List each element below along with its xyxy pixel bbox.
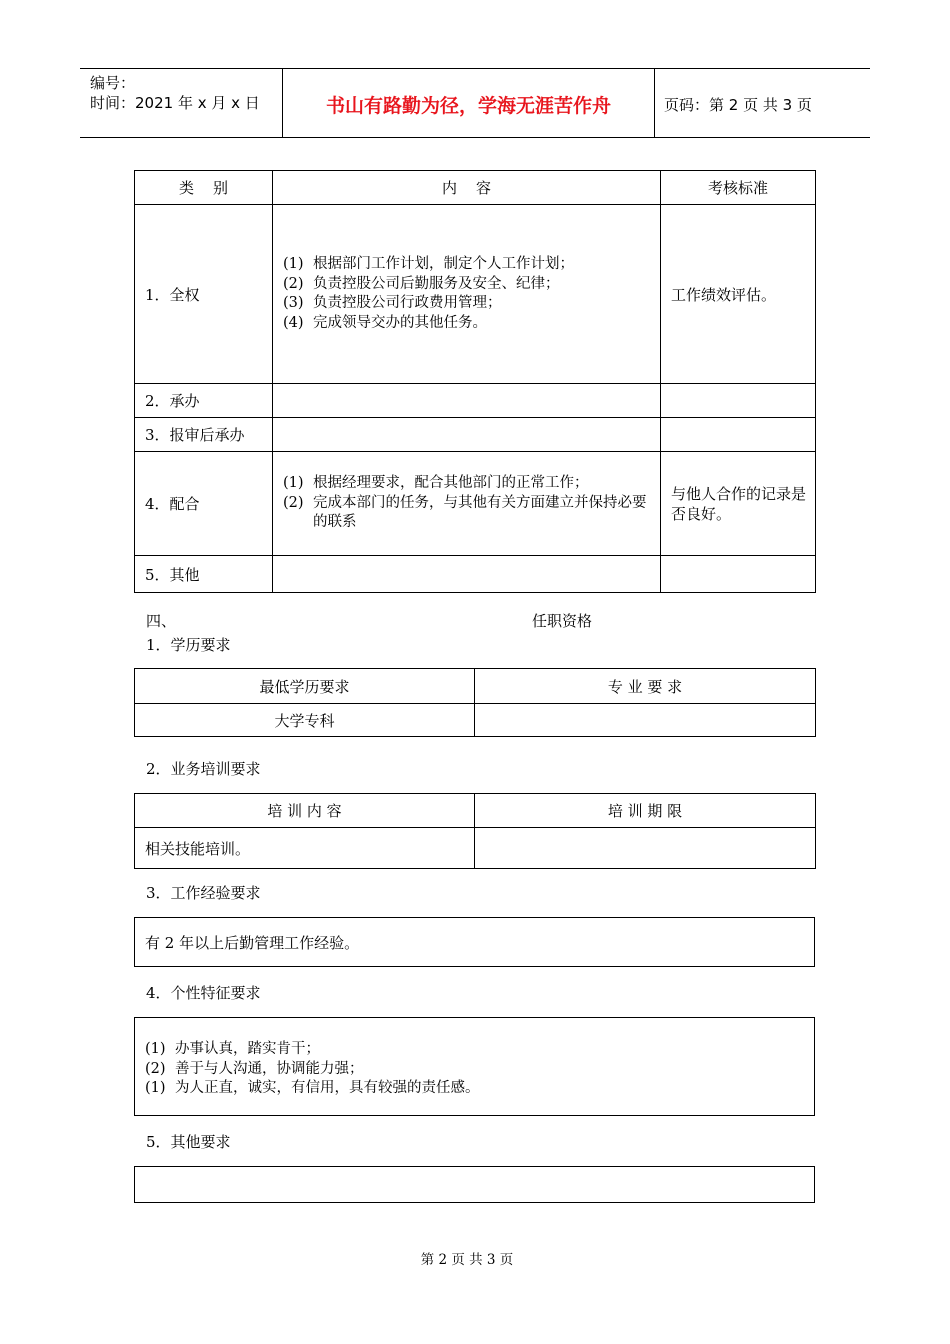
row-category: 3．报审后承办 [135,418,273,452]
training-table [134,793,816,869]
column-header-training-period: 培 训 期 限 [475,794,816,828]
table-row [135,452,816,556]
experience-heading: 3．工作经验要求 [146,884,261,902]
row-content [273,418,661,452]
list-item: (1) 根据部门工作计划，制定个人工作计划； [283,256,574,272]
section-number: 四、 [146,612,177,630]
row-content [273,556,661,593]
other-requirements-box [134,1166,815,1203]
row-category: 5．其他 [135,556,273,593]
footer-page-number: 第 2 页 共 3 页 [420,1252,514,1268]
row-standard: 工作绩效评估。 [661,205,816,384]
duties-table [134,170,816,593]
row-content [273,452,661,556]
row-standard [661,556,816,593]
table-row [135,418,816,452]
table-header-row [135,669,816,704]
row-standard [661,418,816,452]
column-header-category: 类 别 [135,171,273,205]
table-row [135,556,816,593]
education-table [134,668,816,737]
education-value: 大学专科 [135,704,475,737]
document-number-label: 编号： [90,74,136,92]
header-page-number: 页码：第 2 页 共 3 页 [664,96,812,114]
column-header-standard: 考核标准 [661,171,816,205]
row-category: 1．全权 [135,205,273,384]
list-item: (2) 完成本部门的任务，与其他有关方面建立并保持必要的联系 [283,494,647,531]
row-category: 4．配合 [135,452,273,556]
table-row [135,205,816,384]
row-content [273,205,661,384]
row-category: 2．承办 [135,384,273,418]
header-motto: 书山有路勤为径，学海无涯苦作舟 [325,95,611,117]
row-standard [661,384,816,418]
experience-text: 有 2 年以上后勤管理工作经验。 [145,934,360,952]
list-item: (4) 完成领导交办的其他任务。 [283,314,487,331]
other-heading: 5．其他要求 [146,1133,231,1151]
personality-box [134,1017,815,1116]
page-header [80,68,870,138]
header-divider [654,69,655,137]
document-time-label: 时间：2021 年 x 月 x 日 [90,94,260,112]
list-item: (2) 负责控股公司后勤服务及安全、纪律； [283,275,560,292]
column-header-major: 专 业 要 求 [475,669,816,704]
major-value [475,704,816,737]
list-item: (2) 善于与人沟通，协调能力强； [145,1060,364,1077]
list-item: (3) 负责控股公司行政费用管理； [283,295,502,311]
column-header-training-content: 培 训 内 容 [135,794,475,828]
list-item: (1) 为人正直，诚实，有信用，具有较强的责任感。 [145,1080,480,1096]
column-header-min-education: 最低学历要求 [135,669,475,704]
table-header-row [135,794,816,828]
table-row [135,828,816,869]
header-meta [90,73,260,113]
list-item: (1) 办事认真，踏实肯干； [145,1041,320,1057]
table-row [135,384,816,418]
row-content [273,384,661,418]
section-title: 任职资格 [532,612,593,630]
personality-list [135,1040,480,1099]
training-content-value: 相关技能培训。 [135,828,475,869]
training-period-value [475,828,816,869]
table-row [135,704,816,737]
experience-box [134,917,815,967]
page-footer [0,1248,950,1268]
personality-heading: 4．个性特征要求 [146,984,261,1002]
training-heading: 2．业务培训要求 [146,760,261,778]
row-standard: 与他人合作的记录是否良好。 [661,452,816,556]
list-item: (1) 根据经理要求，配合其他部门的正常工作； [283,475,589,492]
education-heading: 1．学历要求 [146,636,231,654]
table-header-row [135,171,816,205]
column-header-content: 内 容 [273,171,661,205]
